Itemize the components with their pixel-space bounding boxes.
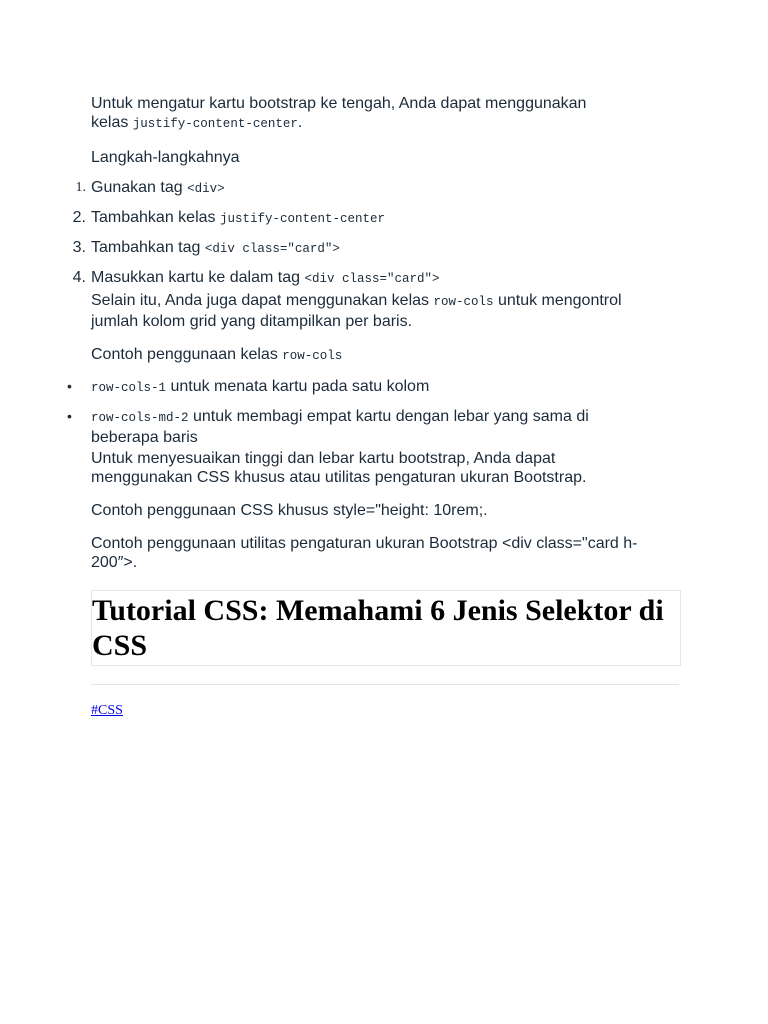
section-divider: [91, 684, 679, 685]
step-item: [72, 238, 681, 259]
step-text: Tambahkan tag: [91, 239, 205, 256]
step-code: <div>: [187, 182, 225, 196]
intro-line2-prefix: kelas: [91, 114, 133, 131]
heading-box: [91, 590, 681, 666]
step-item: [75, 178, 681, 199]
sizing-line2: menggunakan CSS khusus atau utilitas pengaturan ukuran Bootstrap.: [91, 469, 587, 486]
util-example-paragraph: [91, 534, 681, 572]
steps-heading: Langkah-langkahnya: [91, 149, 240, 166]
step-marker: 3.: [72, 239, 86, 256]
bullet-marker: •: [67, 378, 72, 394]
step-item: [72, 208, 681, 229]
rowcols-line1-suffix: untuk mengontrol: [493, 292, 622, 309]
step-marker: 4.: [72, 269, 86, 286]
rowcols-code: row-cols: [433, 295, 494, 309]
example-rowcols-prefix: Contoh penggunaan kelas: [91, 346, 283, 363]
sizing-line1: Untuk menyesuaikan tinggi dan lebar kartu bootstrap, Anda dapat: [91, 450, 556, 467]
bullet-marker: •: [67, 408, 72, 424]
intro-paragraph: [91, 94, 681, 134]
step-marker: 1.: [75, 180, 86, 195]
util-example-line1: Contoh penggunaan utilitas pengaturan ukuran Bootstrap <div class="card h-: [91, 535, 638, 552]
heading-line1: Tutorial CSS: Memahami 6 Jenis Selektor di: [92, 594, 664, 627]
bullet-code: row-cols-md-2: [91, 411, 189, 425]
step-marker: 2.: [72, 209, 86, 226]
bullet-text: untuk menata kartu pada satu kolom: [166, 378, 430, 395]
step-code: <div class="card">: [204, 242, 340, 256]
intro-code: justify-content-center: [132, 117, 298, 131]
rowcols-paragraph: [91, 291, 681, 331]
rowcols-line2: jumlah kolom grid yang ditampilkan per baris.: [91, 313, 413, 330]
util-example-line2: 200″>.: [91, 554, 138, 571]
bullet-text-continued: beberapa baris: [91, 429, 198, 446]
rowcols-line1-prefix: Selain itu, Anda juga dapat menggunakan kelas: [91, 292, 434, 309]
rowcols-bullet-list: [67, 377, 681, 447]
step-item: [72, 268, 681, 289]
intro-line2-suffix: .: [297, 114, 303, 131]
step-text: Gunakan tag: [91, 179, 188, 196]
step-text: Masukkan kartu ke dalam tag: [91, 269, 305, 286]
step-text: Tambahkan kelas: [91, 209, 220, 226]
section-heading: [92, 593, 680, 663]
css-example-paragraph: Contoh penggunaan CSS khusus style="height: 10rem;.: [91, 502, 488, 519]
bullet-item: [67, 407, 681, 447]
heading-line2: CSS: [92, 629, 148, 662]
step-code: <div class="card">: [304, 272, 440, 286]
article-body: [67, 94, 681, 719]
bullet-text: untuk membagi empat kartu dengan lebar yang sama di: [188, 408, 589, 425]
sizing-paragraph: [91, 449, 681, 487]
example-rowcols-paragraph: [91, 345, 681, 366]
css-tag-link[interactable]: #CSS: [91, 703, 123, 718]
step-code: justify-content-center: [219, 212, 385, 226]
example-rowcols-code: row-cols: [282, 349, 343, 363]
bullet-code: row-cols-1: [91, 381, 167, 395]
bullet-item: [67, 377, 681, 398]
intro-line1: Untuk mengatur kartu bootstrap ke tengah, Anda dapat menggunakan: [91, 95, 587, 112]
steps-list: [72, 178, 681, 289]
